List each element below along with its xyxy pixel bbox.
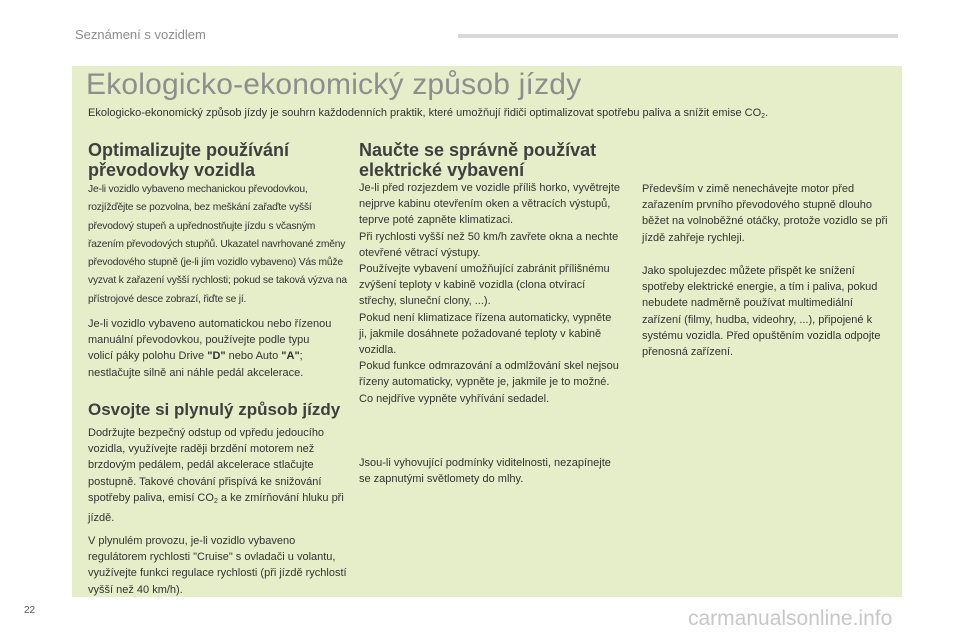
- section-header-title: Seznámení s vozidlem: [75, 27, 206, 42]
- paragraph-cruise-control: V plynulém provozu, je-li vozidlo vybaveno regulátorem rychlosti "Cruise" s ovladači u volantu, využívejte funkci regulace rychlosti (při jízdě rychlostí vyšší než 40 km/h).: [88, 535, 347, 596]
- safe-distance-text-b: a ke zmírňování hluku při jízdě.: [88, 491, 344, 525]
- paragraph-engine-warmup: Především v zimě nenechávejte motor před zařazením prvního převodového stupně dlouho běžet na volnoběžné otáčky, protože vozidlo se při jízdě zahřeje rychleji.: [642, 183, 888, 244]
- intro-paragraph: [88, 105, 818, 125]
- page-title: Ekologicko-ekonomický způsob jízdy: [86, 68, 582, 101]
- heading-electrical-equipment: Naučte se správně používat elektrické vybavení: [359, 140, 597, 180]
- safe-distance-text-a: Dodržujte bezpečný odstup od vpředu jedoucího vozidla, využívejte raději brzdění motorem než brzdovým pedálem, pedál akcelerace stlačujte postupně. Takové chování přispívá ke snižování spotřeby paliva, emisí CO: [88, 427, 325, 504]
- auto-text-c: nebo Auto: [225, 350, 282, 363]
- intro-subscript: 2: [761, 113, 766, 120]
- paragraph-safe-distance: [88, 425, 350, 526]
- auto-text-d: ; nestlačujte silně ani náhle pedál akcelerace.: [88, 350, 304, 379]
- paragraph-automatic-gearbox: [88, 316, 336, 381]
- page-number: 22: [24, 605, 36, 616]
- intro-text: Ekologicko-ekonomický způsob jízdy je souhrn každodenních praktik, které umožňují řidiči optimalizovat spotřebu paliva a snížit emise CO: [88, 107, 762, 119]
- intro-end: .: [765, 107, 769, 119]
- heading-gearbox: Optimalizujte používání převodovky vozidla: [88, 140, 290, 180]
- paragraph-fog-lights: Jsou-li vyhovující podmínky viditelnosti, nezapínejte se zapnutými světlomety do mlhy.: [359, 457, 611, 486]
- header-rule: [458, 34, 898, 38]
- paragraph-manual-gearbox: Je-li vozidlo vybaveno mechanickou převodovkou, rozjížďějte se pozvolna, bez meškání zařaďte vyšší převodový stupeň a upřednostňujte jízdu s včasným řazením převodových stupňů. Ukazatel navrhované změny převodového stupně (je-li jím vozidlo vybaveno) Vás může vyzvat k zařazení vyšší rychlosti; pokud se taková výzva na přístrojové desce zobrazí, řiďte se jí.: [88, 184, 347, 305]
- auto-text-drive: "D": [207, 350, 226, 363]
- auto-text-auto: "A": [281, 350, 300, 363]
- watermark: carmanualsonline.info: [688, 607, 893, 630]
- paragraph-passenger-devices: Jako spolujezdec můžete přispět ke snížení spotřeby elektrické energie, a tím i paliva, pokud nebudete nadměrně používat multimediální zařízení (filmy, hudba, videohry, ...), připojené k systému vozidla. Před opuštěním vozidla odpojte přenosná zařízení.: [642, 265, 881, 359]
- paragraph-air-conditioning: Je-li před rozjezdem ve vozidle příliš horko, vyvětrejte nejprve kabinu otevřením oken a větracích výstupů, teprve poté zapněte klimatizaci. Při rychlosti vyšší než 50 km/h zavřete okna a nechte otevřené větrací výstupy. Používejte vybavení umožňující zabránit přílišnému zvýšení teploty v kabině vozidla (clona otvírací střechy, sluneční clony, ...). Pokud není klimatizace řízena automaticky, vypněte ji, jakmile dosáhnete požadované teploty v kabině vozidla. Pokud funkce odmrazování a odmlžování skel nejsou řízeny automaticky, vypněte je, jakmile je to možné. Co nejdříve vypněte vyhřívání sedadel.: [359, 182, 621, 405]
- heading-smooth-driving: Osvojte si plynulý způsob jízdy: [88, 400, 341, 419]
- safe-distance-subscript: 2: [213, 497, 218, 505]
- auto-text-a: Je-li vozidlo vybaveno automatickou nebo řízenou manuální převodovkou, používejte podle typu volicí páky polohu Drive: [88, 318, 332, 363]
